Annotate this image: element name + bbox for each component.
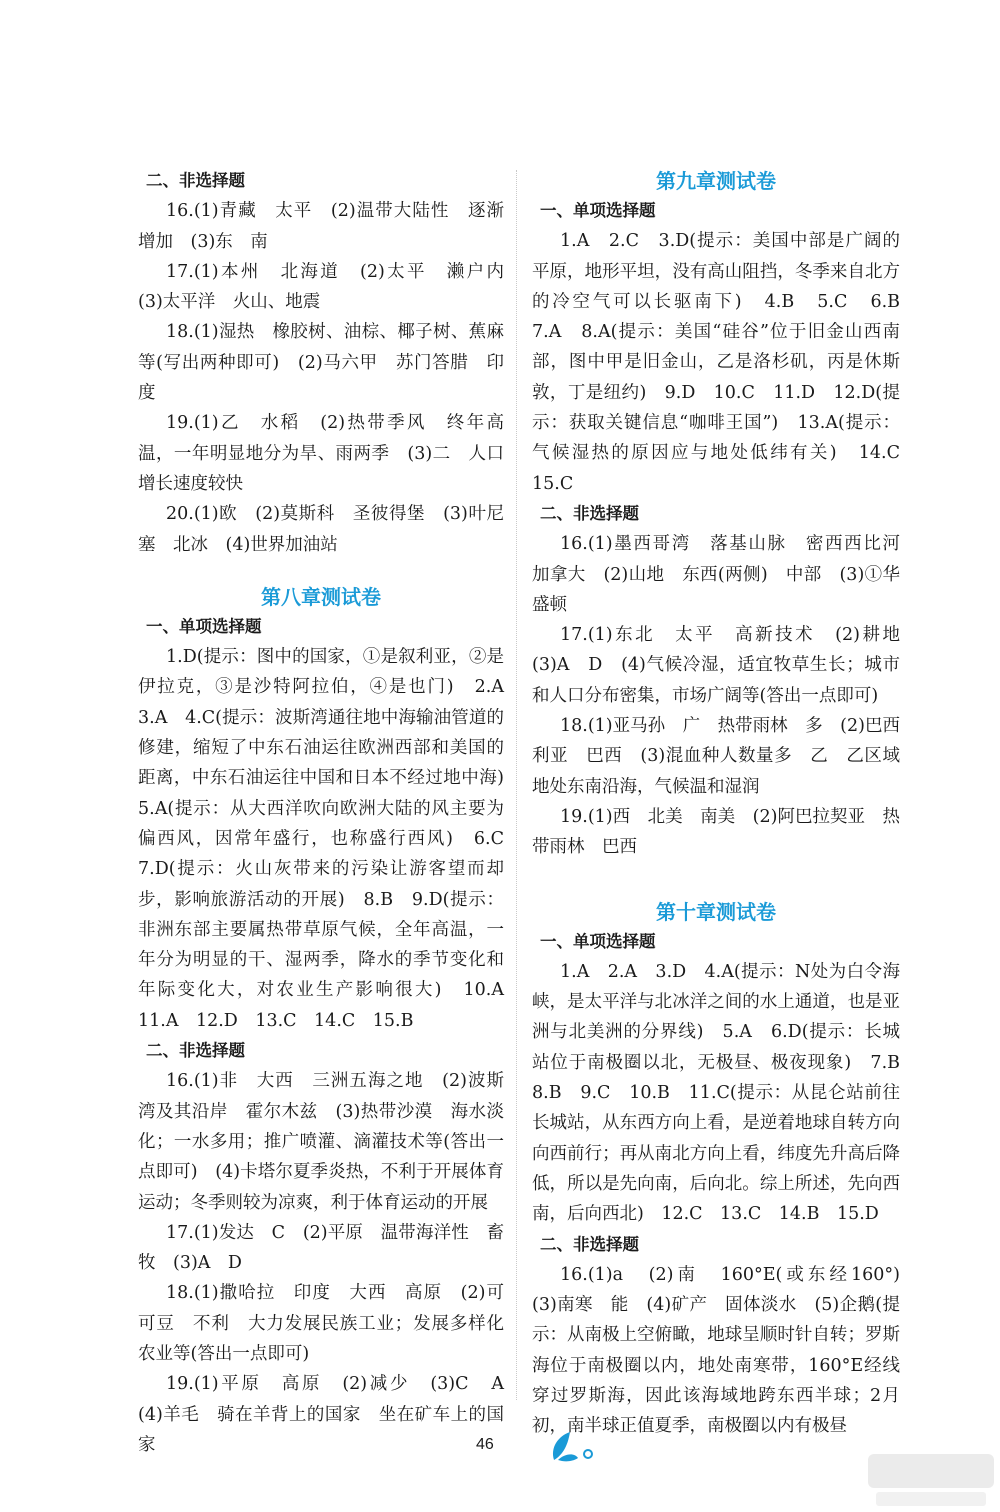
section-heading: 二、非选择题 [146, 171, 245, 190]
answer-q19: 19.(1)乙 水稻 (2)热带季风 终年高温，一年明显地分为旱、雨两季 (3)二 人口增长速度较快 [138, 413, 504, 494]
answer-q17: 17.(1)东北 太平 高新技术 (2)耕地 (3)A D (4)气候冷湿，适宜牧草生长；城市和人口分布密集，市场广阔等(答出一点即可) [532, 625, 918, 706]
section-heading: 二、非选择题 [146, 1041, 245, 1061]
page-number: 46 [476, 1436, 494, 1453]
chapter-10-title: 第十章测试卷 [656, 899, 776, 924]
answer-q16: 16.(1)a (2)南 160°E(或东经160°) (3)南寒 能 (4)矿产 固体淡水 (5)企鹅(提示：从南极上空俯瞰，地球呈顺时针自转；罗斯海位于南极圈以内，地处南寒带，160°E经线穿过罗斯海，因此该海域地跨东西半球；2月初，南半球正值夏季，南极圈以内有极昼 [532, 1264, 918, 1437]
page-footer [0, 1428, 1000, 1468]
answer-q17: 17.(1)本州 北海道 (2)太平 濑户内 (3)太平洋 火山、地震 [138, 261, 522, 313]
answer-q19: 19.(1)平原 高原 (2)减少 (3)C A (4)羊毛 骑在羊背上的国家 坐在矿车上的国家 [138, 1374, 522, 1455]
section-heading: 二、非选择题 [540, 1234, 639, 1254]
left-column [138, 166, 522, 1460]
section-heading: 一、单项选择题 [146, 616, 262, 636]
section-heading: 二、非选择题 [540, 503, 639, 523]
watermark-logo-icon [862, 1448, 1000, 1512]
answer-q16: 16.(1)非 大西 三洲五海之地 (2)波斯湾及其沿岸 霍尔木兹 (3)热带沙漠 海水淡化；一水多用；推广喷灌、滴灌技术等(答出一点即可) (4)卡塔尔夏季炎热，不利于开展体育运动；冬季则较为凉爽，利于体育运动的开展 [138, 1071, 504, 1213]
answer-q16: 16.(1)墨西哥湾 落基山脉 密西西比河 加拿大 (2)山地 东西(两侧) 中部 (3)①华盛顿 [532, 534, 918, 615]
answer-multiple-choice: 1.A 2.C 3.D(提示：美国中部是广阔的平原，地形平坦，没有高山阻挡，冬季来自北方的冷空气可以长驱南下) 4.B 5.C 6.B 7.A 8.A(提示：美国“硅谷”位于旧金山西南部，图中甲是旧金山，乙是洛杉矶，丙是休斯敦，丁是纽约) 9.D 10.C 11.D 12.D(提示：获取关键信息“咖啡王国”) 13.A(提示：气候湿热的原因应与地处低纬有关) 14.C 15.C [532, 231, 918, 494]
answer-multiple-choice: 1.A 2.A 3.D 4.A(提示：N处为白令海峡，是太平洋与北冰洋之间的水上通道，也是亚洲与北美洲的分界线) 5.A 6.D(提示：长城站位于南极圈以北，无极昼、极夜现象) 7.B 8.B 9.C 10.B 11.C(提示：从昆仑站前往长城站，从东西方向上看，是逆着地球自转方向向西前行；再从南北方向上看，纬度先升高后降低，所以是先向南，后向北。综上所述，先向西南，后向西北) 12.C 13.C 14.B 15.D [532, 961, 918, 1225]
answer-q16: 16.(1)青藏 太平 (2)温带大陆性 逐渐增加 (3)东 南 [138, 201, 504, 252]
answer-q19: 19.(1)西 北美 南美 (2)阿巴拉契亚 热带雨林 巴西 [532, 806, 900, 858]
chapter-8-title: 第八章测试卷 [261, 584, 381, 609]
section-heading: 一、单项选择题 [540, 201, 656, 220]
answer-q17: 17.(1)发达 C (2)平原 温带海洋性 畜牧 (3)A D [138, 1222, 504, 1274]
answer-q20: 20.(1)欧 (2)莫斯科 圣彼得堡 (3)叶尼塞 北冰 (4)世界加油站 [138, 504, 504, 555]
answer-q18: 18.(1)撒哈拉 印度 大西 高原 (2)可可豆 不利 大力发展民族工业；发展多样化农业等(答出一点即可) [138, 1283, 504, 1364]
answer-multiple-choice: 1.D(提示：图中的国家，①是叙利亚，②是伊拉克，③是沙特阿拉伯，④是也门) 2.A 3.A 4.C(提示：波斯湾通往地中海输油管道的修建，缩短了中东石油运往欧洲西部和美国的距离，中东石油运往中国和日本不经过地中海) 5.A(提示：从大西洋吹向欧洲大陆的风主要为偏西风，因常年盛行，也称盛行西风) 6.C 7.D(提示：火山灰带来的污染让游客望而却步，影响旅游活动的开展) 8.B 9.D(提示：非洲东部主要属热带草原气候，全年高温，一年分为明显的干、湿两季，降水的季节变化和年际变化大，对农业生产影响很大) 10.A 11.A 12.D 13.C 14.C 15.B [138, 647, 522, 1031]
answer-q18: 18.(1)亚马孙 广 热带雨林 多 (2)巴西利亚 巴西 (3)混血种人数量多 乙 乙区域地处东南沿海，气候温和湿润 [532, 716, 900, 797]
answer-q18: 18.(1)湿热 橡胶树、油棕、椰子树、蕉麻等(写出两种即可) (2)马六甲 苏门答腊 印度 [138, 322, 504, 404]
right-column [532, 166, 918, 1442]
section-heading: 一、单项选择题 [540, 931, 656, 951]
leaf-logo-icon [548, 1430, 596, 1464]
chapter-9-title: 第九章测试卷 [656, 169, 776, 193]
